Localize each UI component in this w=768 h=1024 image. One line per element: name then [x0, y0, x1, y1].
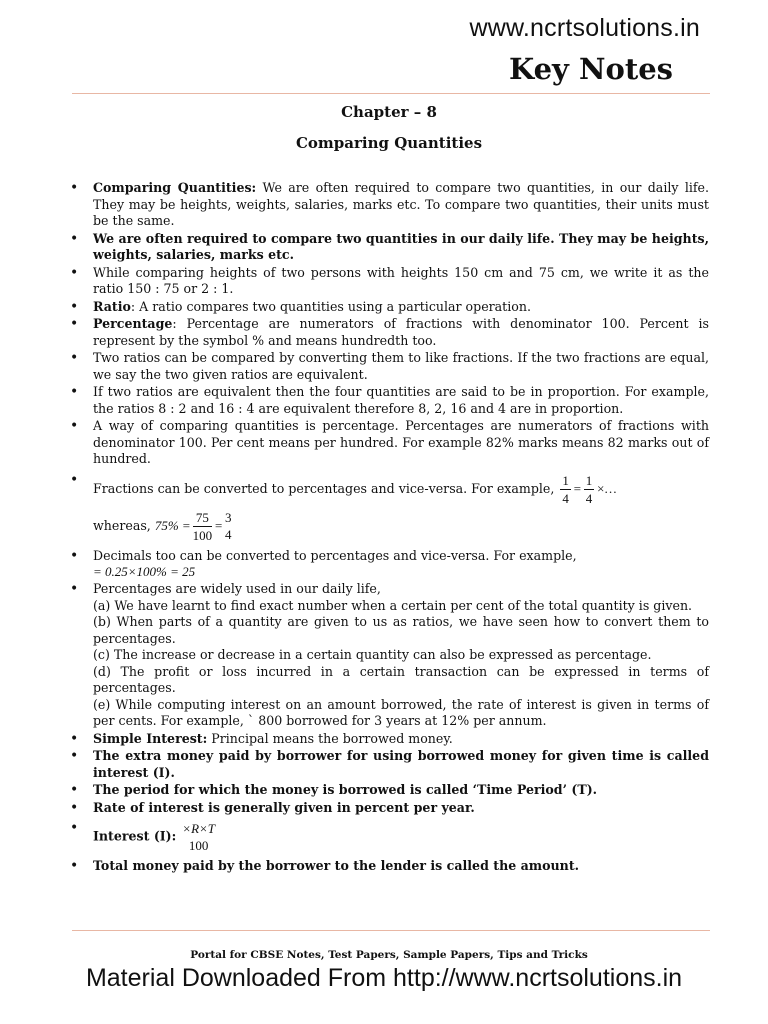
note-percentage-definition: [93, 418, 709, 468]
fraction: $\frac{1}{4}$: [585, 472, 593, 506]
note-time-period: [93, 782, 709, 799]
equation-line: [93, 509, 709, 544]
chapter-number: Chapter – 8: [341, 103, 437, 121]
footer-portal-note: Portal for CBSE Notes, Test Papers, Sample Papers, Tips and Tricks: [190, 949, 588, 961]
site-url: www.ncrtsolutions.in: [469, 14, 700, 42]
note-text: Percentages are widely used in our daily life,: [93, 581, 381, 596]
interest-formula: ×R×T 100: [182, 821, 216, 853]
note-percentage: [93, 316, 709, 349]
note-simple-interest: [93, 731, 709, 748]
note-text: Two ratios can be compared by converting them to like fractions. If the two fractions are equal, we say the two given ratios are equivalent.: [93, 350, 709, 382]
key-notes-list: [93, 180, 709, 876]
note-text: Principal means the borrowed money.: [207, 730, 453, 746]
note-text: The extra money paid by borrower for using borrowed money for given time is called interest (I).: [93, 748, 709, 780]
note-text: If two ratios are equivalent then the four quantities are said to be in proportion. For example, the ratios 8 : 2 and 16 : 4 are equivalent therefore 8, 2, 16 and 4 are in proportion.: [93, 384, 709, 416]
footer-download-banner: Material Downloaded From http://www.ncrtsolutions.in: [85, 964, 683, 992]
note-text: While comparing heights of two persons with heights 150 cm and 75 cm, we write it as the ratio 150 : 75 or 2 : 1.: [93, 264, 709, 296]
note-fractions-to-percent: [93, 472, 709, 544]
note-term: Percentage: [93, 316, 173, 331]
note-text: Rate of interest is generally given in percent per year.: [93, 799, 475, 815]
note-heights-ratio: [93, 265, 709, 298]
fraction: $\frac{1}{4}$: [562, 472, 569, 506]
note-decimals-to-percent: [93, 548, 709, 581]
note-ratio: [93, 299, 709, 316]
note-text: We are often required to compare two quantities, in our daily life. They may be heights, weights, salaries, marks etc. To compare two quantities, their units must be the same.: [93, 180, 709, 228]
note-text: whereas,: [93, 517, 151, 533]
note-comparing-quantities: [93, 180, 709, 230]
note-proportion: [93, 384, 709, 417]
note-rate-of-interest: [93, 800, 709, 817]
sub-point-d: (d) The profit or loss incurred in a certain transaction can be expressed in terms of percentages.: [93, 663, 709, 695]
header-divider: [72, 93, 710, 94]
equation: 75% =: [154, 517, 191, 533]
note-interest-formula: [93, 820, 709, 854]
note-interest-definition: [93, 748, 709, 781]
note-like-fractions: [93, 350, 709, 383]
page-header-title: Key Notes: [509, 52, 673, 86]
equals-sign: =: [214, 517, 223, 533]
equals-sign: =: [572, 480, 582, 496]
note-text: Fractions can be converted to percentages and vice-versa. For example,: [93, 480, 555, 496]
fraction: 3 4: [224, 510, 232, 542]
note-percentage-uses: [93, 581, 709, 730]
note-term: Ratio: [93, 298, 131, 314]
note-term: Simple Interest:: [93, 730, 208, 746]
note-amount: [93, 858, 709, 875]
note-term: Comparing Quantities:: [93, 180, 257, 195]
equation-tail: ×…: [596, 480, 617, 496]
note-text: The period for which the money is borrowed is called ‘Time Period’ (T).: [93, 782, 598, 797]
footer-divider: [72, 930, 710, 931]
sub-point-e: (e) While computing interest on an amount borrowed, the rate of interest is given in terms of per cents. For example, ` 800 borrowed for 3 years at 12% per annum.: [93, 696, 709, 728]
note-text: We are often required to compare two quantities in our daily life. They may be heights, weights, salaries, marks etc.: [93, 230, 709, 262]
note-text: A way of comparing quantities is percentage. Percentages are numerators of fractions with denominator 100. Per cent means per hundred. For example 82% marks means 82 marks out of hundred.: [93, 418, 709, 466]
note-text: Decimals too can be converted to percentages and vice-versa. For example,: [93, 547, 577, 563]
note-text: Total money paid by the borrower to the lender is called the amount.: [93, 858, 580, 873]
chapter-title: Comparing Quantities: [295, 134, 483, 152]
fraction: $\frac{75}{100}$: [192, 509, 213, 543]
note-text: : Percentage are numerators of fractions with denominator 100. Percent is represent by the symbol % and means hundredth too.: [93, 316, 709, 348]
sub-point-c: (c) The increase or decrease in a certain quantity can also be expressed as percentage.: [93, 647, 652, 662]
note-text: Interest (I):: [93, 828, 177, 844]
sub-point-a: (a) We have learnt to find exact number when a certain per cent of the total quantity is given.: [93, 597, 693, 613]
note-text: : A ratio compares two quantities using a particular operation.: [130, 298, 531, 314]
sub-point-b: (b) When parts of a quantity are given to us as ratios, we have seen how to convert them to percentages.: [93, 614, 709, 646]
note-daily-life: [93, 231, 709, 264]
equation: = 0.25×100% = 25: [93, 564, 196, 579]
